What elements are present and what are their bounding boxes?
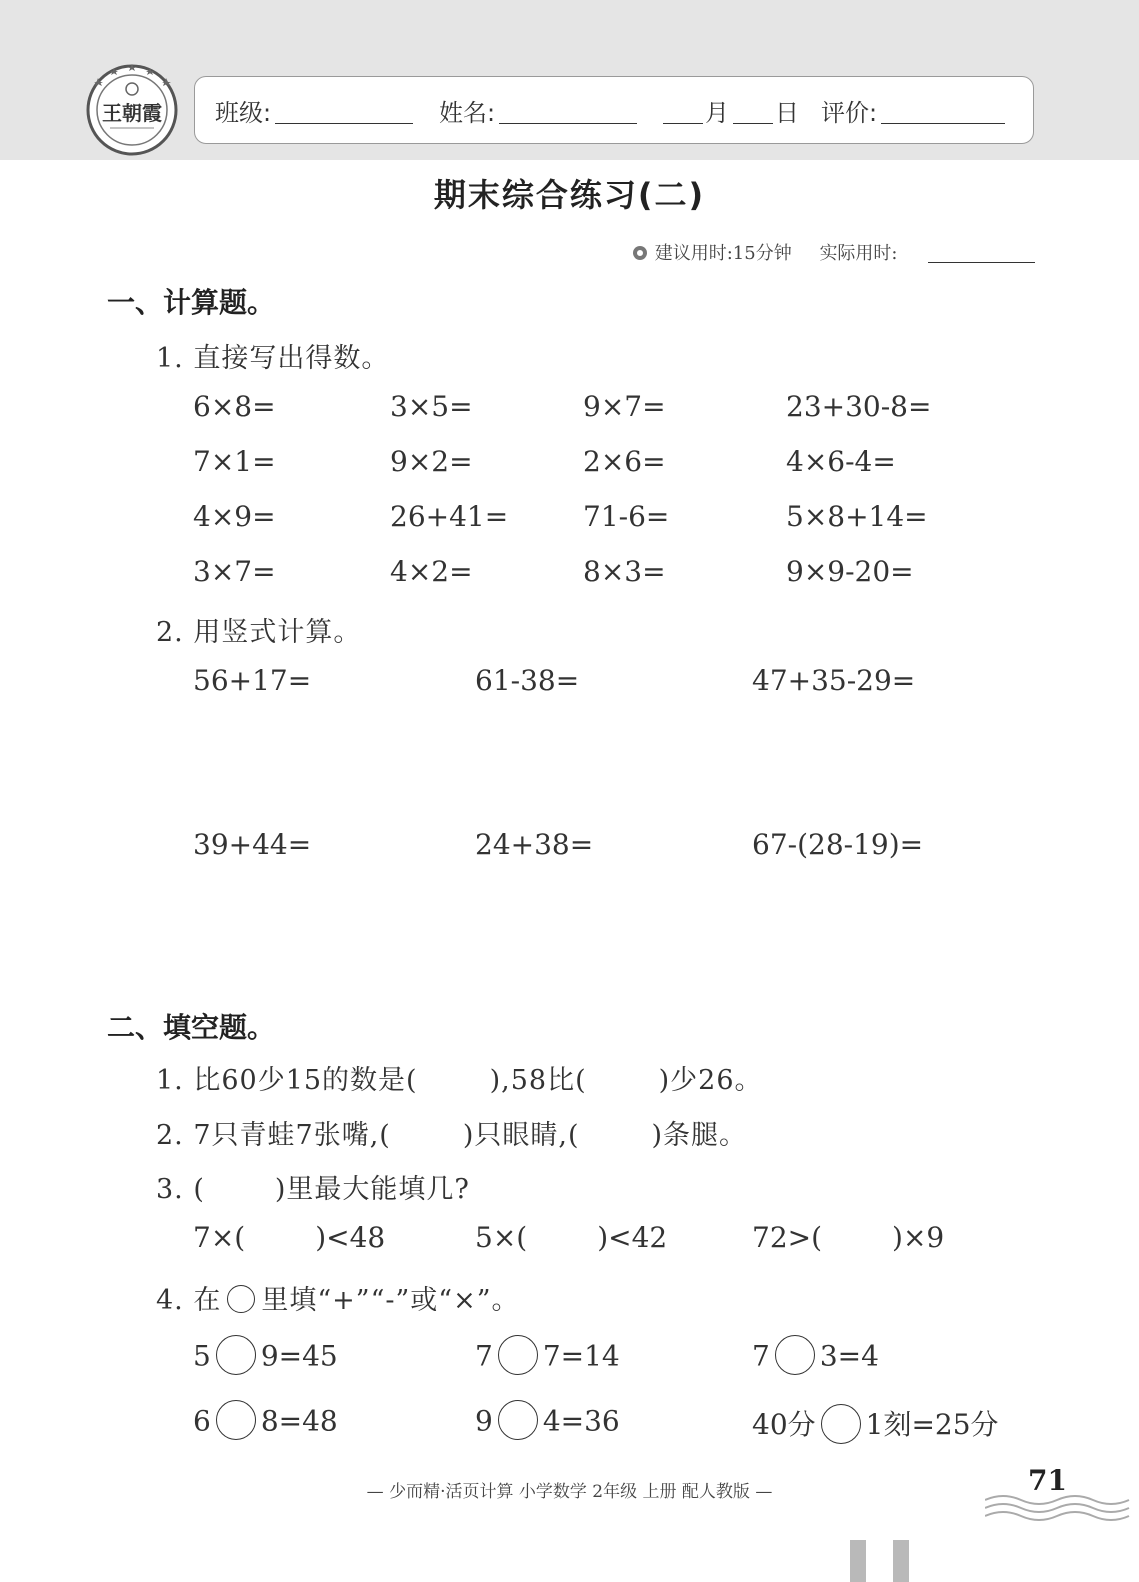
vertical-problem: 56+17= [193,664,312,697]
oral-problem: 9×9-20= [786,555,914,588]
operator-item [193,1403,338,1443]
fill-q4-part: 4. 在 [156,1285,222,1316]
footer-text: — 少而精·活页计算 小学数学 2年级 上册 配人教版 — [366,1482,773,1502]
operator-item [475,1338,620,1378]
fill-q1 [156,1058,763,1097]
logo-seal-icon [84,60,180,156]
section-2-heading: 二、填空题。 [107,1011,276,1044]
oral-problem: 4×9= [193,500,276,533]
oral-problem: 2×6= [583,445,666,478]
oral-problem: 9×2= [390,445,473,478]
actual-time-blank[interactable] [928,262,1035,263]
oral-problem: 23+30-8= [786,390,932,423]
operator-circle[interactable] [216,1400,256,1440]
page-title: 期末综合练习(二) [433,176,706,214]
operator-circle[interactable] [821,1404,861,1444]
fill-q4 [156,1278,520,1317]
month-blank[interactable] [663,123,703,124]
q1-label: 1. 直接写出得数。 [156,343,390,374]
oral-problem: 4×2= [390,555,473,588]
inequality-part: )<48 [315,1221,386,1254]
operand: 9 [475,1404,493,1438]
eval-blank[interactable] [881,123,1005,124]
fill-q2-part: )只眼睛,( [462,1120,580,1151]
fill-q4-part: 里填“+”“-”或“×”。 [261,1285,520,1316]
fill-q3 [156,1167,470,1206]
vertical-problem: 24+38= [475,828,594,861]
class-label: 班级: [215,99,272,127]
oral-problem: 5×8+14= [786,500,928,533]
edge-bar [893,1540,909,1582]
oral-problem: 71-6= [583,500,670,533]
oral-problem: 9×7= [583,390,666,423]
circle-icon [227,1285,255,1313]
name-label: 姓名: [439,99,496,127]
inequality-item [752,1221,944,1254]
operand: 7 [752,1339,770,1373]
svg-text:王朝霞: 王朝霞 [102,101,162,125]
inequality-part: 7×( [193,1221,246,1254]
month-label: 月 [705,99,729,127]
operand: 7=14 [542,1339,620,1373]
operand: 7 [475,1339,493,1373]
actual-time-label: 实际用时: [819,243,898,264]
fill-q2-part: 2. 7只青蛙7张嘴,( [156,1120,391,1151]
class-blank[interactable] [275,123,413,124]
inequality-part: 5×( [475,1221,528,1254]
suggested-time: 建议用时:15分钟 [654,243,792,264]
oral-problem: 7×1= [193,445,276,478]
inequality-part: )<42 [597,1221,668,1254]
operand: 4=36 [542,1404,620,1438]
page-number: 71 [1028,1464,1067,1497]
operand: 40分 [752,1408,816,1441]
student-info-box [194,76,1034,144]
inequality-item [193,1221,385,1254]
operator-circle[interactable] [498,1400,538,1440]
operand: 6 [193,1404,211,1438]
fill-q1-part: 1. 比60少15的数是( [156,1065,418,1096]
operand: 9=45 [260,1339,338,1373]
name-blank[interactable] [499,123,637,124]
operator-item [752,1338,879,1378]
day-blank[interactable] [733,123,773,124]
vertical-problem: 67-(28-19)= [752,828,924,861]
q2-label: 2. 用竖式计算。 [156,617,362,648]
operand: 1刻=25分 [865,1408,999,1441]
fill-q2-part: )条腿。 [651,1120,748,1151]
fill-q1-part: ),58比( [489,1065,587,1096]
operator-circle[interactable] [498,1335,538,1375]
time-row [631,239,898,265]
fill-q3-part: )里最大能填几? [274,1174,470,1205]
oral-problem: 3×7= [193,555,276,588]
operator-item [475,1403,620,1443]
vertical-problem: 47+35-29= [752,664,916,697]
oral-problem: 4×6-4= [786,445,896,478]
inequality-part: 72>( [752,1221,823,1254]
oral-problem: 26+41= [390,500,509,533]
operator-circle[interactable] [216,1335,256,1375]
inequality-item [475,1221,667,1254]
fill-q1-part: )少26。 [658,1065,763,1096]
section-1-heading: 一、计算题。 [107,286,276,319]
fill-q2 [156,1113,747,1152]
vertical-problem: 39+44= [193,828,312,861]
oral-problem: 8×3= [583,555,666,588]
day-label: 日 [775,99,799,127]
operator-circle[interactable] [775,1335,815,1375]
operand: 3=4 [819,1339,879,1373]
operator-item [193,1338,338,1378]
operator-item [752,1403,999,1447]
vertical-problem: 61-38= [475,664,580,697]
clock-flower-icon [631,244,649,262]
edge-bar [850,1540,866,1582]
operand: 5 [193,1339,211,1373]
oral-problem: 3×5= [390,390,473,423]
inequality-part: )×9 [892,1221,945,1254]
operand: 8=48 [260,1404,338,1438]
eval-label: 评价: [821,99,878,127]
fill-q3-part: 3. ( [156,1174,205,1205]
oral-problem: 6×8= [193,390,276,423]
